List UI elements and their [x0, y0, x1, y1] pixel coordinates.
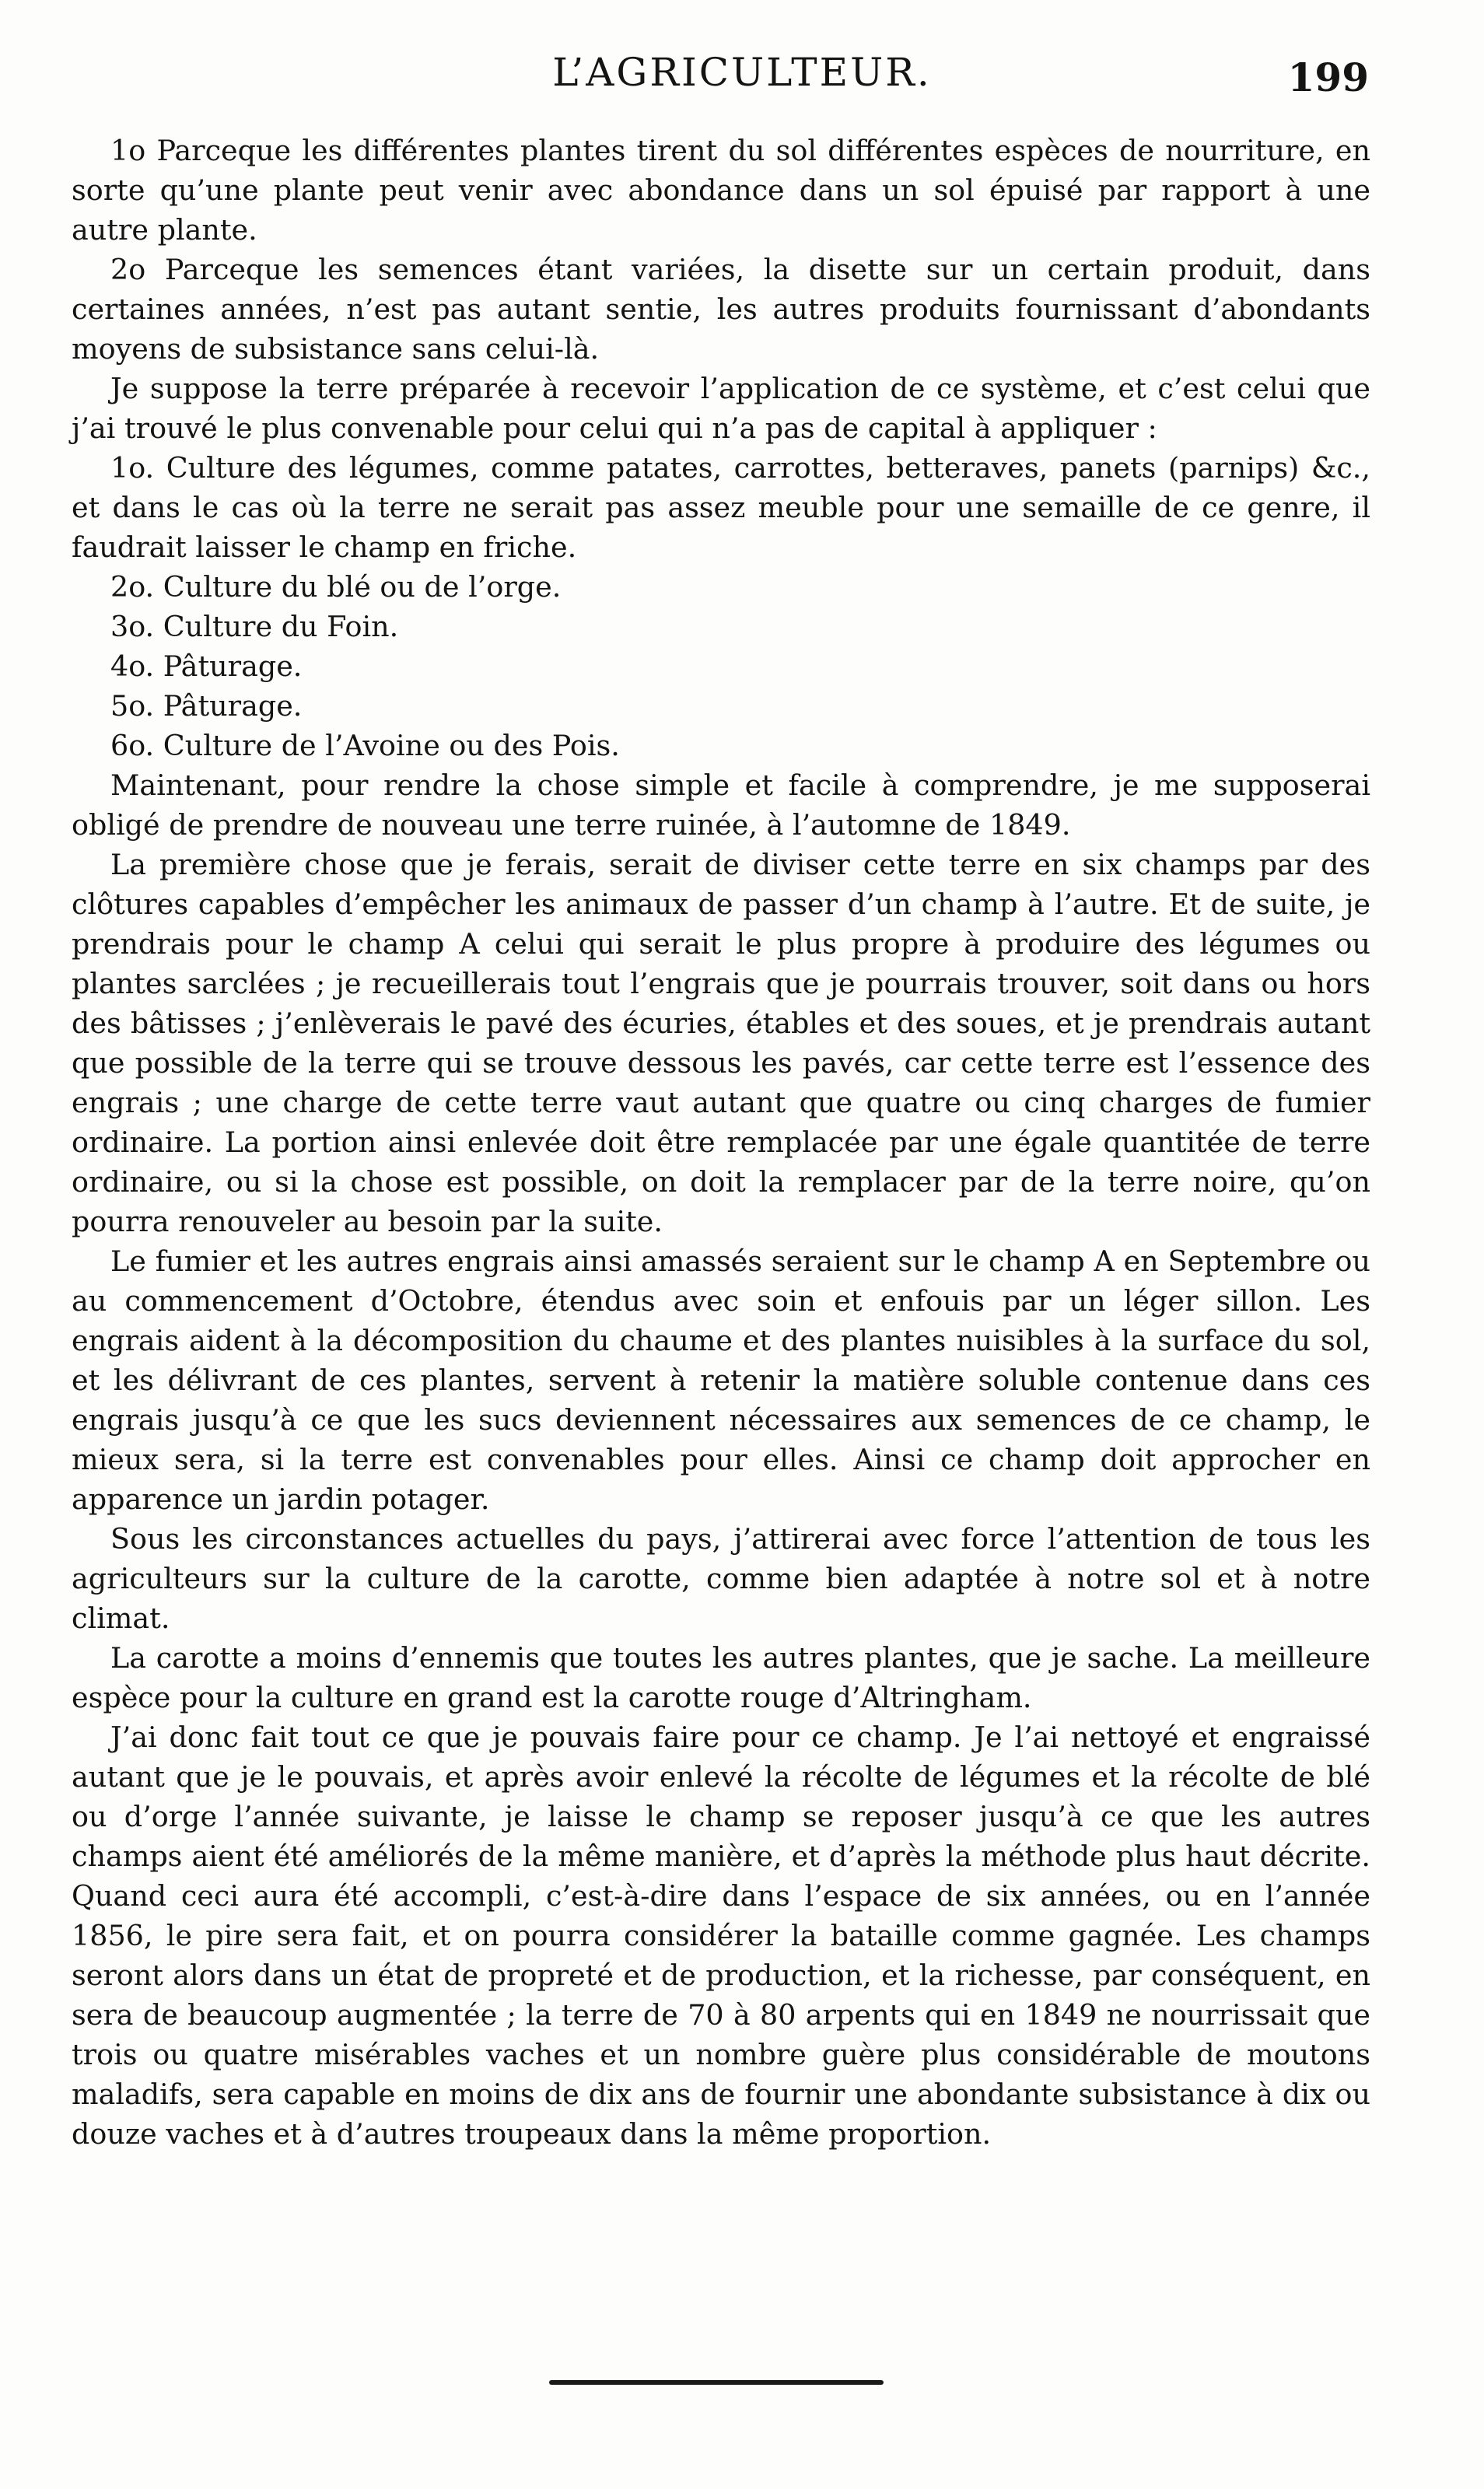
paragraph-reason-1: 1o Parceque les différentes plantes tirent du sol différentes espèces de nourriture, en sorte qu’une plante peut venir avec abondance dans un sol épuisé par rapport à une autre plante. [72, 134, 1370, 247]
paragraph-premiere-chose: La première chose que je ferais, serait de diviser cette terre en six champs par des clôtures capables d’empêcher les animaux de passer d’un champ à l’autre. Et de suite, je prendrais pour le champ A celui qui serait le plus propre à produire des légumes ou plantes sarclées ; je recueillerais tout l’engrais que je pourrais trouver, soit dans ou hors des bâtisses ; j’enlèverais le pavé des écuries, étables et des soues, et je prendrais autant que possible de la terre qui se trouve dessous les pavés, car cette terre est l’essence des engrais ; une charge de cette terre vaut autant que quatre ou cinq charges de fumier ordinaire. La portion ainsi enlevée doit être remplacée par une égale quantitée de terre ordinaire, ou si la chose est possible, on doit la remplacer par de la terre noire, qu’on pourra renouveler au besoin par la suite. [72, 848, 1370, 1238]
paragraph-carotte: La carotte a moins d’ennemis que toutes les autres plantes, que je sache. La meilleure espèce pour la culture en grand est la carotte rouge d’Altringham. [72, 1641, 1370, 1714]
paragraph-conclusion: J’ai donc fait tout ce que je pouvais faire pour ce champ. Je l’ai nettoyé et engraissé autant que je le pouvais, et après avoir enlevé la récolte de légumes et la récolte de blé ou d’orge l’année suivante, je laisse le champ se reposer jusqu’à ce que les autres champs aient été améliorés de la même manière, et d’après la méthode plus haut décrite. Quand ceci aura été accompli, c’est-à-dire dans l’espace de six années, ou en l’année 1856, le pire sera fait, et on pourra considérer la bataille comme gagnée. Les champs seront alors dans un état de propreté et de production, et la richesse, par conséquent, en sera de beaucoup augmentée ; la terre de 70 à 80 arpents qui en 1849 ne nourrissait que trois ou quatre misérables vaches et un nombre guère plus considérable de moutons maladifs, sera capable en moins de dix ans de fournir une abondante subsistance à dix ou douze vaches et à d’autres troupeaux dans la même proportion. [72, 1721, 1370, 2151]
paragraph-fumier: Le fumier et les autres engrais ainsi amassés seraient sur le champ A en Septembre ou au commencement d’Octobre, étendus avec soin et enfouis par un léger sillon. Les engrais aident à la décomposition du chaume et des plantes nuisibles à la surface du sol, et les délivrant de ces plantes, servent à retenir la matière soluble contenue dans ces engrais jusqu’à ce que les sucs deviennent nécessaires aux semences de ce champ, le mieux sera, si la terre est convenables pour elles. Ainsi ce champ doit approcher en apparence un jardin potager. [72, 1244, 1370, 1516]
rotation-item-1: 1o. Culture des légumes, comme patates, carrottes, betteraves, panets (parnips) &c., et dans le cas où la terre ne serait pas assez meuble pour une semaille de ce genre, il faudrait laisser le champ en friche. [72, 451, 1370, 564]
paragraph-maintenant: Maintenant, pour rendre la chose simple et facile à comprendre, je me supposerai obligé de prendre de nouveau une terre ruinée, à l’automne de 1849. [72, 768, 1370, 842]
paragraph-reason-2: 2o Parceque les semences étant variées, la disette sur un certain produit, dans certaines années, n’est pas autant sentie, les autres produits fournissant d’abondants moyens de subsistance sans celui-là. [72, 253, 1370, 366]
page-header [0, 50, 1484, 112]
rotation-item-2: 2o. Culture du blé ou de l’orge. [110, 570, 562, 604]
page-number: 199 [1287, 54, 1369, 100]
page-body [72, 131, 1370, 2154]
paragraph-system-intro: Je suppose la terre préparée à recevoir l’application de ce système, et c’est celui que j’ai trouvé le plus convenable pour celui qui n’a pas de capital à appliquer : [72, 372, 1370, 445]
rotation-item-5: 5o. Pâturage. [110, 689, 303, 723]
rotation-item-4: 4o. Pâturage. [110, 649, 303, 683]
end-rule [549, 2380, 884, 2385]
rotation-item-6: 6o. Culture de l’Avoine ou des Pois. [110, 729, 620, 762]
running-title: L’AGRICULTEUR. [552, 50, 932, 95]
paragraph-circonstances: Sous les circonstances actuelles du pays, j’attirerai avec force l’attention de tous les agriculteurs sur la culture de la carotte, comme bien adaptée à notre sol et à notre climat. [72, 1522, 1370, 1635]
rotation-item-3: 3o. Culture du Foin. [110, 610, 399, 643]
